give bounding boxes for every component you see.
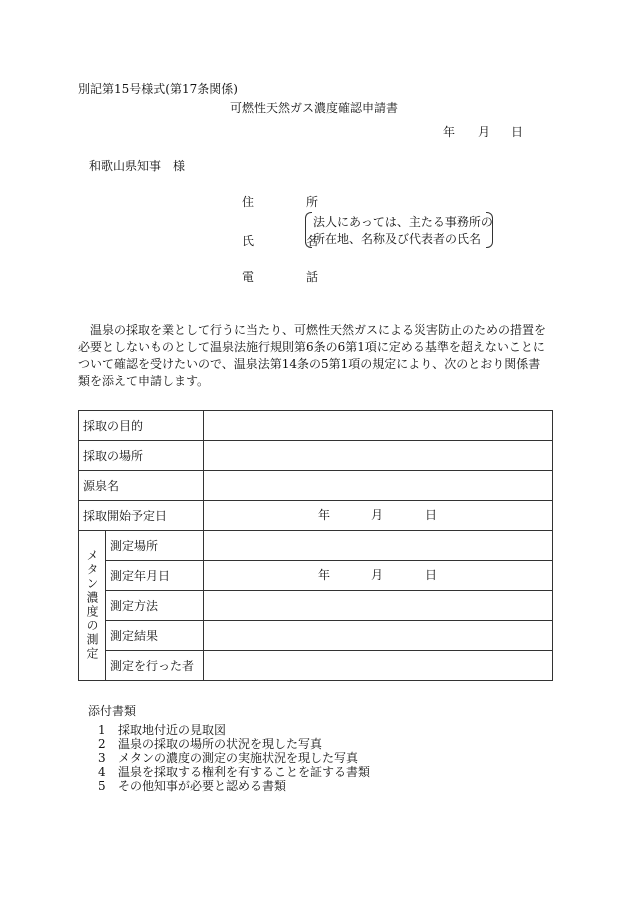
table-row <box>79 471 553 501</box>
item-number: 4 <box>98 765 106 779</box>
item-text: 採取地付近の見取図 <box>118 723 227 737</box>
measurement-date-field[interactable] <box>204 561 553 591</box>
name-label: 氏 名 <box>242 234 339 248</box>
table-row <box>79 411 553 441</box>
table-row <box>79 561 553 591</box>
attachments-list <box>98 723 370 793</box>
start-date-day: 日 <box>425 508 438 522</box>
attachments-heading: 添付書類 <box>88 704 137 718</box>
application-body-text: 温泉の採取を業として行うに当たり、可燃性天然ガスによる災害防止のための措置を必要としないものとして温泉法施行規則第6条の6第1項に定める基準を超えないことについて確認を受けたいので、温泉法第14条の5第1項の規定により、次のとおり関係書類を添えて申請します。 <box>78 323 547 388</box>
date-year: 年 <box>443 125 456 139</box>
row-label: 採取開始予定日 <box>79 501 204 531</box>
row-label: 採取の場所 <box>79 441 204 471</box>
item-number: 5 <box>98 779 106 793</box>
note-right-bracket <box>486 212 493 248</box>
start-date-field[interactable] <box>204 501 553 531</box>
note-line-2: 所在地、名称及び代表者の氏名 <box>313 232 482 246</box>
start-date-month: 月 <box>371 508 384 522</box>
row-label: 測定結果 <box>106 621 204 651</box>
measurement-result-field[interactable] <box>204 621 553 651</box>
start-date-year: 年 <box>318 508 331 522</box>
measurer-field[interactable] <box>204 651 553 681</box>
row-label: 測定方法 <box>106 591 204 621</box>
phone-label: 電 話 <box>242 270 339 284</box>
measurement-place-field[interactable] <box>204 531 553 561</box>
note-left-bracket <box>305 212 312 248</box>
table-row <box>79 591 553 621</box>
measurement-date-month: 月 <box>371 568 384 582</box>
list-item <box>98 723 370 737</box>
row-label: 採取の目的 <box>79 411 204 441</box>
document-title: 可燃性天然ガス濃度確認申請書 <box>230 101 399 115</box>
item-text: メタンの濃度の測定の実施状況を現した写真 <box>118 751 359 765</box>
application-table <box>78 410 553 681</box>
note-line-1: 法人にあっては、主たる事務所の <box>313 215 493 229</box>
list-item <box>98 737 370 751</box>
table-row <box>79 531 553 561</box>
row-label: 測定年月日 <box>106 561 204 591</box>
item-number: 3 <box>98 751 106 765</box>
row-label: 源泉名 <box>79 471 204 501</box>
measurement-date-day: 日 <box>425 568 438 582</box>
methane-group-label-cell <box>79 531 106 681</box>
table-row <box>79 651 553 681</box>
row-label: 測定を行った者 <box>106 651 204 681</box>
list-item <box>98 779 370 793</box>
list-item <box>98 751 370 765</box>
location-field[interactable] <box>204 441 553 471</box>
item-number: 2 <box>98 737 106 751</box>
list-item <box>98 765 370 779</box>
measurement-date-year: 年 <box>318 568 331 582</box>
item-text: その他知事が必要と認める書類 <box>118 779 287 793</box>
address-label: 住 所 <box>242 195 339 209</box>
measurement-method-field[interactable] <box>204 591 553 621</box>
item-number: 1 <box>98 723 106 737</box>
row-label: 測定場所 <box>106 531 204 561</box>
table-row <box>79 501 553 531</box>
table-row <box>79 441 553 471</box>
addressee: 和歌山県知事 様 <box>89 159 186 173</box>
form-id: 別記第15号様式(第17条関係) <box>78 82 238 96</box>
date-month: 月 <box>478 125 491 139</box>
item-text: 温泉を採取する権利を有することを証する書類 <box>118 765 371 779</box>
table-row <box>79 621 553 651</box>
date-day: 日 <box>511 125 524 139</box>
source-name-field[interactable] <box>204 471 553 501</box>
purpose-field[interactable] <box>204 411 553 441</box>
item-text: 温泉の採取の場所の状況を現した写真 <box>118 737 323 751</box>
methane-group-label: メタン濃度の測定 <box>85 548 99 661</box>
